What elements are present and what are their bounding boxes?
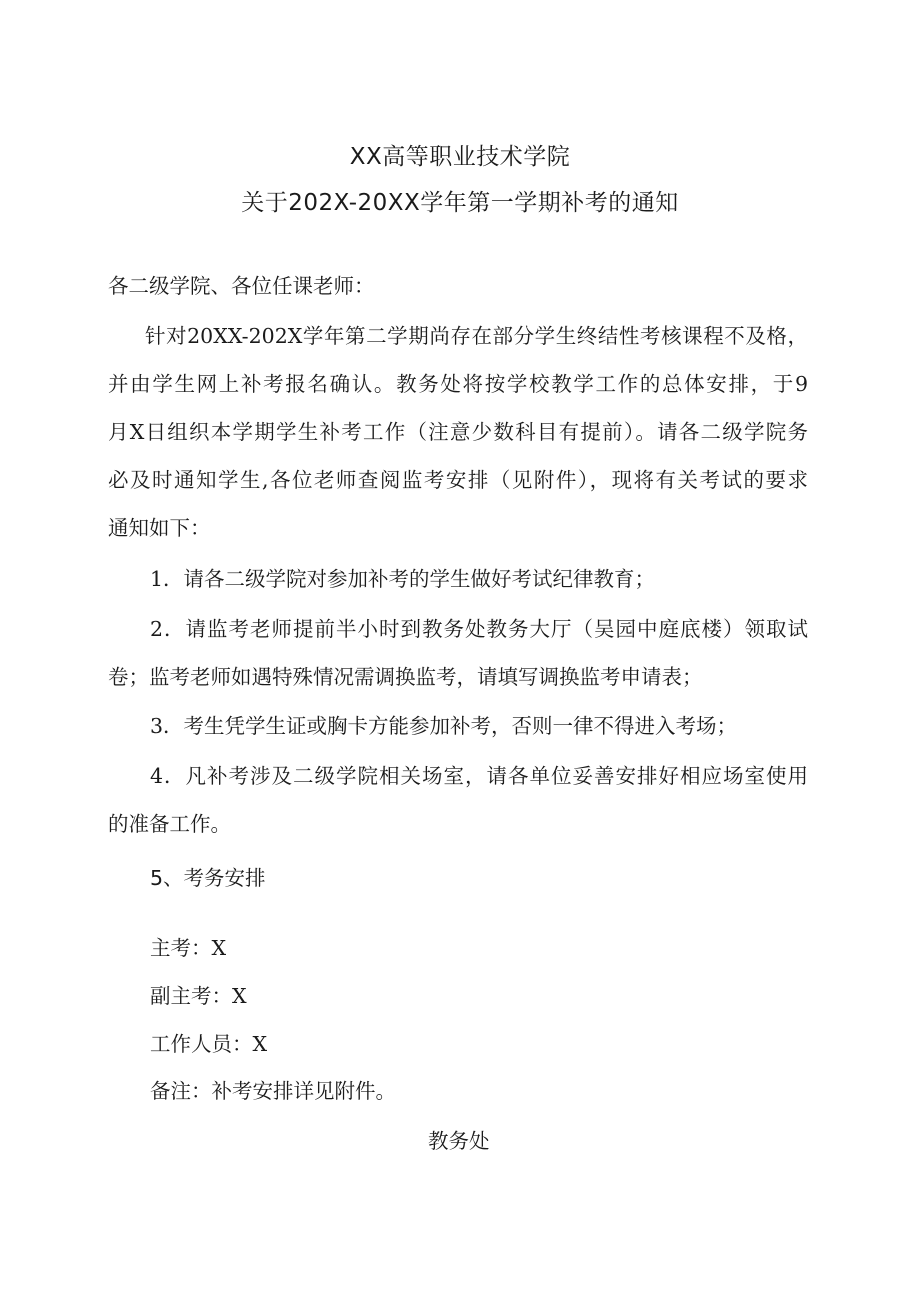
document-title-line-2: 关于202X-20XX学年第一学期补考的通知 bbox=[241, 190, 679, 216]
intro-line-2 bbox=[108, 371, 808, 397]
staff-members: 工作人员：X bbox=[150, 1032, 268, 1056]
intro-line-4 bbox=[108, 467, 808, 493]
list-item-4-line-2: 的准备工作。 bbox=[108, 812, 231, 836]
remarks: 备注：补考安排详见附件。 bbox=[150, 1079, 396, 1103]
deputy-chief-examiner: 副主考：X bbox=[150, 984, 247, 1008]
intro-line-2-text: 并由学生网上补考报名确认。教务处将按学校教学工作的总体安排，于9 bbox=[108, 372, 808, 396]
intro-line-4-text: 必及时通知学生,各位老师查阅监考安排（见附件），现将有关考试的要求 bbox=[108, 468, 808, 492]
intro-line-3 bbox=[108, 419, 808, 445]
intro-line-5: 通知如下： bbox=[108, 516, 211, 540]
document-title-line-1: XX高等职业技术学院 bbox=[349, 144, 571, 170]
list-item-4-line-1 bbox=[150, 763, 808, 789]
list-item-3: 3．考生凭学生证或胸卡方能参加补考，否则一律不得进入考场； bbox=[150, 714, 738, 738]
signature-office: 教务处 bbox=[428, 1129, 490, 1153]
intro-line-1 bbox=[145, 323, 808, 349]
list-item-2-line-1-text: 2．请监考老师提前半小时到教务处教务大厅（吴园中庭底楼）领取试 bbox=[150, 617, 808, 641]
list-item-2-line-2: 卷；监考老师如遇特殊情况需调换监考，请填写调换监考申请表； bbox=[108, 665, 703, 689]
list-item-1: 1．请各二级学院对参加补考的学生做好考试纪律教育； bbox=[150, 567, 656, 591]
intro-line-1-text: 针对20XX-202X学年第二学期尚存在部分学生终结性考核课程不及格， bbox=[145, 324, 808, 348]
list-item-4-line-1-text: 4．凡补考涉及二级学院相关场室，请各单位妥善安排好相应场室使用 bbox=[150, 764, 808, 788]
greeting: 各二级学院、各位任课老师： bbox=[108, 274, 375, 298]
chief-examiner: 主考：X bbox=[150, 936, 227, 960]
list-item-2-line-1 bbox=[150, 616, 808, 642]
intro-line-3-text: 月X日组织本学期学生补考工作（注意少数科目有提前）。请各二级学院务 bbox=[108, 420, 808, 444]
section-5-heading: 5、考务安排 bbox=[150, 866, 266, 890]
